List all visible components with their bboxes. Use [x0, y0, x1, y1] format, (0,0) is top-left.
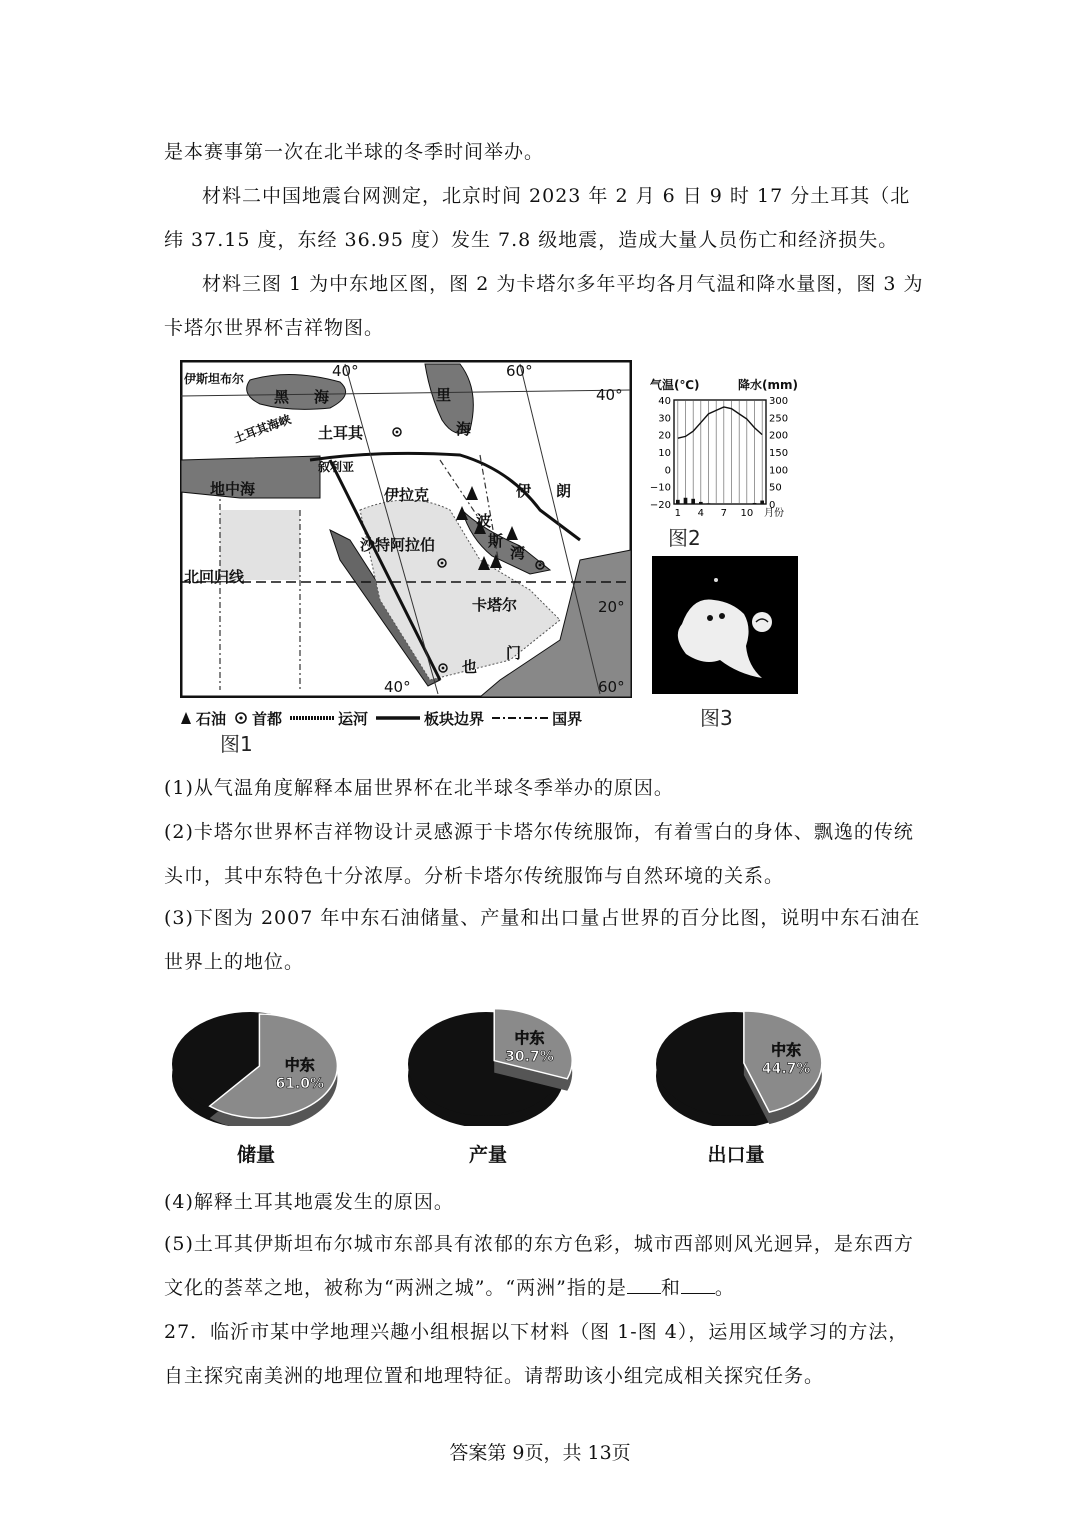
label-gulf-2: 斯	[488, 532, 504, 550]
temp-tick-label: −20	[649, 500, 671, 511]
label-istanbul: 伊斯坦布尔	[184, 372, 245, 386]
precip-tick-label: 300	[769, 396, 789, 407]
label-black-sea-2: 海	[314, 388, 330, 406]
label-qatar: 卡塔尔	[472, 596, 518, 614]
legend-oil	[180, 708, 226, 729]
precip-tick-label: 50	[769, 482, 782, 494]
legend-border	[492, 708, 582, 729]
label-iran-2: 朗	[556, 482, 572, 500]
precip-tick-label: 150	[769, 448, 789, 459]
question-27: 27．临沂市某中学地理兴趣小组根据以下材料（图 1-图 4），运用区域学习的方法，自主探究南美洲的地理位置和地理特征。请帮助该小组完成相关探究任务。	[164, 1321, 909, 1387]
pie-chart	[656, 1011, 822, 1126]
pie-label-percent: 44.7%	[761, 1061, 811, 1078]
temp-tick-label: 20	[658, 430, 671, 442]
paragraph-continuation: 是本赛事第一次在北半球的冬季时间举办。	[164, 141, 545, 163]
answer-blank-1[interactable]	[627, 1273, 661, 1294]
climate-frame	[674, 400, 766, 504]
legend-plate	[376, 708, 484, 729]
temperature-curve	[678, 407, 762, 438]
map-legend	[180, 706, 640, 730]
label-turkish-strait: 土耳其海峡	[231, 412, 293, 446]
plate-boundary-icon	[376, 713, 420, 723]
label-saudi-arabia: 沙特阿拉伯	[360, 536, 436, 554]
question-1: (1)从气温角度解释本届世界杯在北半球冬季举办的原因。	[164, 777, 674, 799]
label-iraq: 伊拉克	[384, 486, 430, 504]
temp-tick-label: 40	[658, 396, 671, 407]
label-yemen-2: 门	[506, 644, 522, 662]
precip-tick-label: 200	[769, 430, 789, 442]
answer-blank-2[interactable]	[681, 1273, 715, 1294]
question-5-end: 。	[714, 1277, 735, 1299]
figure-2-caption: 图2	[668, 526, 701, 550]
label-yemen-1: 也	[462, 658, 478, 676]
pie-label-region: 中东	[771, 1041, 802, 1060]
temp-tick-label: 10	[658, 448, 671, 459]
temp-tick-label: 0	[664, 465, 671, 477]
climate-chart	[648, 376, 798, 526]
question-4: (4)解释土耳其地震发生的原因。	[164, 1191, 454, 1213]
label-black-sea-1: 黑	[274, 388, 290, 406]
paragraph-material-2: 材料二中国地震台网测定，北京时间 2023 年 2 月 6 日 9 时 17 分土耳其（北纬 37.15 度，东经 36.95 度）发生 7.8 级地震，造成大量人员伤亡和经济损失。	[164, 185, 911, 251]
label-gulf-3: 湾	[510, 544, 526, 562]
month-tick-label: 1	[674, 508, 682, 519]
legend-border-label: 国界	[552, 709, 583, 728]
paragraph-material-3: 材料三图 1 为中东地区图，图 2 为卡塔尔多年平均各月气温和降水量图，图 3 为卡塔尔世界杯吉祥物图。	[164, 273, 924, 339]
legend-oil-label: 石油	[196, 709, 227, 728]
precip-bar	[760, 501, 764, 504]
temp-tick-label: −10	[649, 482, 671, 494]
climate-plot	[648, 376, 798, 526]
label-caspian-2: 海	[456, 420, 472, 438]
pie-title-export: 出口量	[707, 1144, 765, 1166]
mascot-drawing	[652, 556, 798, 694]
border-icon	[492, 713, 548, 723]
precip-bar	[676, 500, 680, 504]
precip-tick-label: 0	[769, 500, 776, 511]
temp-tick-label: 30	[658, 413, 671, 425]
question-5-text: (5)土耳其伊斯坦布尔城市东部具有浓郁的东方色彩，城市西部则风光迥异，是东西方文化的荟萃之地，被称为“两洲之城”。“两洲”指的是	[164, 1233, 914, 1299]
label-mediterranean: 地中海	[210, 480, 256, 498]
pie-chart	[408, 1009, 572, 1126]
pie-label-region: 中东	[514, 1029, 545, 1048]
legend-plate-label: 板块边界	[424, 709, 485, 728]
climate-precip-label: 降水(mm)	[738, 378, 798, 392]
pie-chart	[172, 1012, 337, 1126]
figure-3-caption: 图3	[700, 706, 733, 730]
month-tick-label: 7	[720, 508, 728, 519]
label-turkey: 土耳其	[318, 424, 364, 442]
canal-icon	[290, 713, 334, 723]
label-iran-1: 伊	[516, 482, 532, 500]
precip-bar	[691, 499, 695, 504]
precip-bar	[684, 498, 688, 504]
month-unit-label: 月份	[764, 508, 784, 519]
label-gulf-1: 波	[476, 512, 492, 530]
oil-icon	[180, 711, 192, 725]
mascot-picture	[652, 556, 798, 694]
question-5	[164, 1222, 924, 1310]
question-3: (3)下图为 2007 年中东石油储量、产量和出口量占世界的百分比图，说明中东石油在世界上的地位。	[164, 907, 921, 973]
pie-label-region: 中东	[284, 1055, 315, 1074]
legend-capital-label: 首都	[252, 709, 283, 728]
figure-1-caption: 图1	[220, 732, 253, 756]
pie-title-reserves: 储量	[236, 1144, 275, 1166]
pie-title-production: 产量	[468, 1144, 507, 1166]
map-drawing	[180, 360, 632, 698]
label-lat20: 20°	[598, 598, 625, 616]
page-footer: 答案第 9页，共 13页	[449, 1442, 631, 1464]
precip-bar	[699, 502, 703, 504]
month-tick-label: 4	[697, 508, 705, 519]
legend-capital	[234, 708, 282, 729]
month-tick-label: 10	[740, 508, 754, 519]
capital-icon	[234, 711, 248, 725]
oil-pie-charts	[160, 1006, 840, 1126]
question-5-and: 和	[660, 1277, 681, 1299]
label-lon40-top: 40°	[332, 362, 359, 380]
precip-bar	[753, 503, 757, 504]
legend-canal	[290, 708, 368, 729]
label-tropic: 北回归线	[184, 568, 245, 586]
precip-bar	[707, 503, 711, 504]
label-caspian-1: 里	[436, 386, 452, 404]
precip-tick-label: 250	[769, 413, 789, 425]
label-lat40: 40°	[596, 386, 623, 404]
label-lon60-top: 60°	[506, 362, 533, 380]
climate-temp-label: 气温(℃)	[650, 378, 700, 392]
pie-label-percent: 61.0%	[275, 1075, 325, 1092]
precip-tick-label: 100	[769, 465, 789, 477]
label-lon40-bottom: 40°	[384, 678, 411, 696]
middle-east-map	[180, 360, 632, 698]
question-2: (2)卡塔尔世界杯吉祥物设计灵感源于卡塔尔传统服饰，有着雪白的身体、飘逸的传统头巾，其中东特色十分浓厚。分析卡塔尔传统服饰与自然环境的关系。	[164, 821, 914, 887]
label-lon60-bottom: 60°	[598, 678, 625, 696]
legend-canal-label: 运河	[338, 709, 369, 728]
pie-label-percent: 30.7%	[505, 1049, 554, 1066]
label-syria: 叙利亚	[318, 460, 355, 474]
